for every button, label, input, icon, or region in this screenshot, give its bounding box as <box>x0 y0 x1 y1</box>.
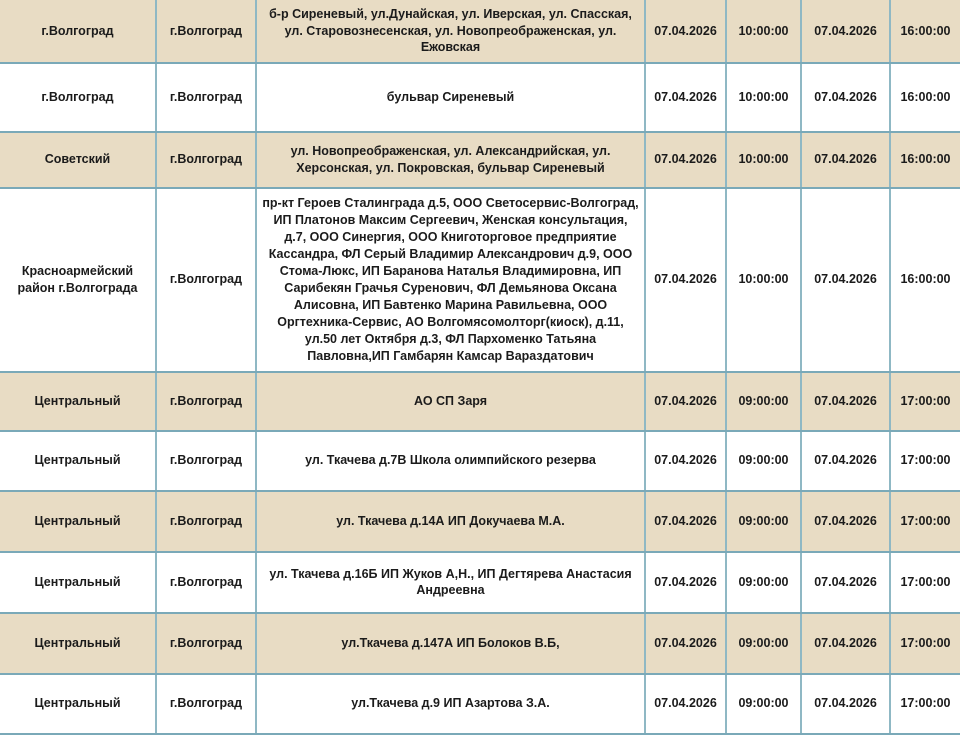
cell-address: пр-кт Героев Сталинграда д.5, ООО Светосервис-Волгоград, ИП Платонов Максим Сергеевич, Женская консультация, д.7, ООО Синергия, ООО Книготорговое предприятие Кассандра, ФЛ Серый Владимир Александрович д.9, ООО Стома-Люкс, ИП Баранова Наталья Владимировна, ИП Сарибекян Грачья Суренович, ФЛ Демьянова Оксана Алисовна, ИП Бавтенко Марина Равильевна, ООО Оргтехника-Сервис, АО Волгомясомолторг(киоск), д.11, ул.50 лет Октября д.3, ФЛ Пархоменко Татьяна Павловна,ИП Гамбарян Камсар Вараздатович <box>256 188 645 372</box>
cell-time-to: 16:00:00 <box>890 132 960 188</box>
cell-city: г.Волгоград <box>156 0 256 63</box>
cell-city: г.Волгоград <box>156 552 256 613</box>
cell-time-to: 17:00:00 <box>890 372 960 431</box>
cell-date-from: 07.04.2026 <box>645 132 726 188</box>
cell-date-to: 07.04.2026 <box>801 491 890 552</box>
cell-date-from: 07.04.2026 <box>645 431 726 491</box>
cell-time-from: 09:00:00 <box>726 431 801 491</box>
cell-city: г.Волгоград <box>156 63 256 132</box>
cell-city: г.Волгоград <box>156 431 256 491</box>
cell-time-to: 16:00:00 <box>890 63 960 132</box>
cell-time-to: 17:00:00 <box>890 552 960 613</box>
cell-city: г.Волгоград <box>156 491 256 552</box>
cell-district: Центральный <box>0 674 156 734</box>
cell-time-from: 09:00:00 <box>726 552 801 613</box>
cell-time-to: 16:00:00 <box>890 188 960 372</box>
cell-city: г.Волгоград <box>156 613 256 674</box>
cell-address: ул. Ткачева д.14А ИП Докучаева М.А. <box>256 491 645 552</box>
cell-date-to: 07.04.2026 <box>801 431 890 491</box>
table-row[interactable] <box>0 188 960 372</box>
cell-date-to: 07.04.2026 <box>801 0 890 63</box>
cell-district: Центральный <box>0 372 156 431</box>
cell-address: ул.Ткачева д.9 ИП Азартова З.А. <box>256 674 645 734</box>
cell-time-to: 17:00:00 <box>890 613 960 674</box>
cell-city: г.Волгоград <box>156 372 256 431</box>
cell-time-to: 17:00:00 <box>890 431 960 491</box>
cell-time-from: 09:00:00 <box>726 372 801 431</box>
cell-district: Центральный <box>0 431 156 491</box>
cell-district: г.Волгоград <box>0 0 156 63</box>
cell-time-from: 09:00:00 <box>726 491 801 552</box>
cell-city: г.Волгоград <box>156 132 256 188</box>
cell-district: Красноармейский район г.Волгограда <box>0 188 156 372</box>
cell-address: ул. Ткачева д.16Б ИП Жуков А,Н., ИП Дегтярева Анастасия Андреевна <box>256 552 645 613</box>
table-row[interactable] <box>0 63 960 132</box>
cell-time-from: 09:00:00 <box>726 613 801 674</box>
cell-district: Центральный <box>0 613 156 674</box>
cell-date-from: 07.04.2026 <box>645 674 726 734</box>
cell-date-from: 07.04.2026 <box>645 63 726 132</box>
cell-time-to: 17:00:00 <box>890 491 960 552</box>
cell-time-from: 10:00:00 <box>726 132 801 188</box>
table-row[interactable] <box>0 552 960 613</box>
table-row[interactable] <box>0 0 960 63</box>
cell-date-to: 07.04.2026 <box>801 372 890 431</box>
cell-address: б-р Сиреневый, ул.Дунайская, ул. Иверская, ул. Спасская, ул. Старовознесенская, ул. Новопреображенская, ул. Ежовская <box>256 0 645 63</box>
cell-date-to: 07.04.2026 <box>801 552 890 613</box>
cell-district: Центральный <box>0 552 156 613</box>
cell-city: г.Волгоград <box>156 188 256 372</box>
table-row[interactable] <box>0 431 960 491</box>
table-row[interactable] <box>0 132 960 188</box>
cell-time-from: 10:00:00 <box>726 0 801 63</box>
cell-date-from: 07.04.2026 <box>645 188 726 372</box>
cell-date-to: 07.04.2026 <box>801 132 890 188</box>
cell-time-from: 10:00:00 <box>726 188 801 372</box>
cell-date-to: 07.04.2026 <box>801 63 890 132</box>
cell-time-to: 16:00:00 <box>890 0 960 63</box>
cell-address: ул.Ткачева д.147А ИП Болоков В.Б, <box>256 613 645 674</box>
cell-date-from: 07.04.2026 <box>645 372 726 431</box>
cell-time-to: 17:00:00 <box>890 674 960 734</box>
cell-date-from: 07.04.2026 <box>645 552 726 613</box>
table-row[interactable] <box>0 491 960 552</box>
cell-address: бульвар Сиреневый <box>256 63 645 132</box>
cell-date-to: 07.04.2026 <box>801 674 890 734</box>
cell-address: ул. Новопреображенская, ул. Александрийская, ул. Херсонская, ул. Покровская, бульвар Сиреневый <box>256 132 645 188</box>
cell-address: АО СП Заря <box>256 372 645 431</box>
cell-city: г.Волгоград <box>156 674 256 734</box>
cell-time-from: 09:00:00 <box>726 674 801 734</box>
cell-time-from: 10:00:00 <box>726 63 801 132</box>
cell-district: г.Волгоград <box>0 63 156 132</box>
cell-district: Советский <box>0 132 156 188</box>
cell-date-to: 07.04.2026 <box>801 188 890 372</box>
table-row[interactable] <box>0 613 960 674</box>
cell-date-from: 07.04.2026 <box>645 613 726 674</box>
table-row[interactable] <box>0 674 960 734</box>
cell-address: ул. Ткачева д.7В Школа олимпийского резерва <box>256 431 645 491</box>
cell-date-to: 07.04.2026 <box>801 613 890 674</box>
cell-date-from: 07.04.2026 <box>645 0 726 63</box>
cell-district: Центральный <box>0 491 156 552</box>
table-row[interactable] <box>0 372 960 431</box>
cell-date-from: 07.04.2026 <box>645 491 726 552</box>
